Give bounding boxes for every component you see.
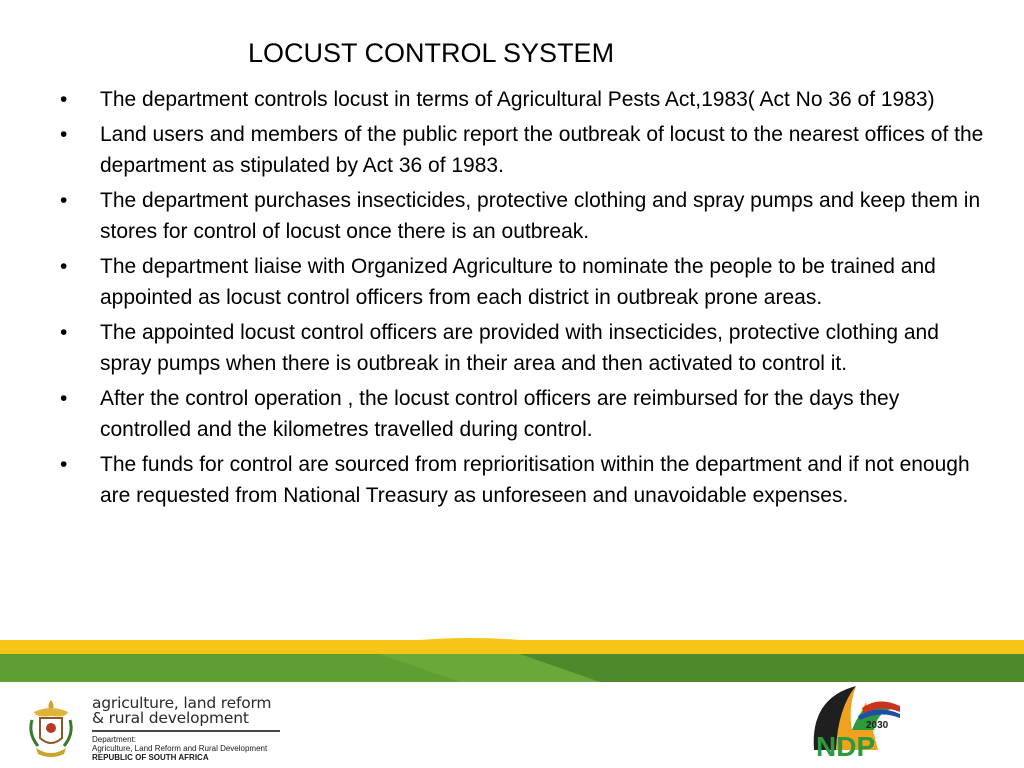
- bullet-text: After the control operation , the locust control officers are reimbursed for the days they controlled and the kilometres travelled during control.: [100, 387, 900, 441]
- dept-line-2: & rural development: [92, 709, 249, 727]
- ndp-text: NDP: [816, 731, 876, 760]
- bullet-item: [58, 185, 988, 247]
- bullet-marker: •: [60, 255, 68, 278]
- bullet-list: [58, 84, 988, 515]
- coat-of-arms-icon: [26, 698, 76, 765]
- bullet-text: The department purchases insecticides, protective clothing and spray pumps and keep them in stores for control of locust once there is an outbreak.: [100, 189, 981, 243]
- bullet-item: [58, 383, 988, 445]
- dept-small-2: Agriculture, Land Reform and Rural Development: [92, 744, 268, 753]
- bullet-item: [58, 84, 988, 115]
- bullet-text: Land users and members of the public report the outbreak of locust to the nearest offices of the department as stipulated by Act 36 of 1983.: [100, 123, 984, 177]
- department-wordmark: [92, 696, 292, 762]
- divider: [92, 730, 280, 732]
- dept-small-1: Department:: [92, 735, 137, 744]
- bullet-text: The funds for control are sourced from reprioritisation within the department and if not enough are requested from National Treasury as unforeseen and unavoidable expenses.: [100, 453, 970, 507]
- bullet-item: [58, 251, 988, 313]
- bullet-text: The department liaise with Organized Agriculture to nominate the people to be trained and appointed as locust control officers from each district in outbreak prone areas.: [100, 255, 936, 309]
- bullet-marker: •: [60, 88, 68, 111]
- footer: [0, 682, 1024, 768]
- bullet-item: [58, 317, 988, 379]
- bullet-text: The department controls locust in terms of Agricultural Pests Act,1983( Act No 36 of 1983): [100, 88, 935, 111]
- bullet-marker: •: [60, 123, 68, 146]
- ndp-logo-icon: [808, 678, 904, 765]
- dept-small-3: REPUBLIC OF SOUTH AFRICA: [92, 753, 209, 762]
- bullet-item: [58, 119, 988, 181]
- slide-title: LOCUST CONTROL SYSTEM: [248, 38, 615, 68]
- decorative-band: [0, 636, 1024, 682]
- bullet-marker: •: [60, 453, 68, 476]
- bullet-marker: •: [60, 189, 68, 212]
- bullet-text: The appointed locust control officers are provided with insecticides, protective clothing and spray pumps when there is outbreak in their area and then activated to control it.: [100, 321, 939, 375]
- bullet-item: [58, 449, 988, 511]
- dept-line-1: agriculture, land reform: [92, 694, 272, 712]
- ndp-year: 2030: [866, 720, 889, 731]
- bullet-marker: •: [60, 387, 68, 410]
- bullet-marker: •: [60, 321, 68, 344]
